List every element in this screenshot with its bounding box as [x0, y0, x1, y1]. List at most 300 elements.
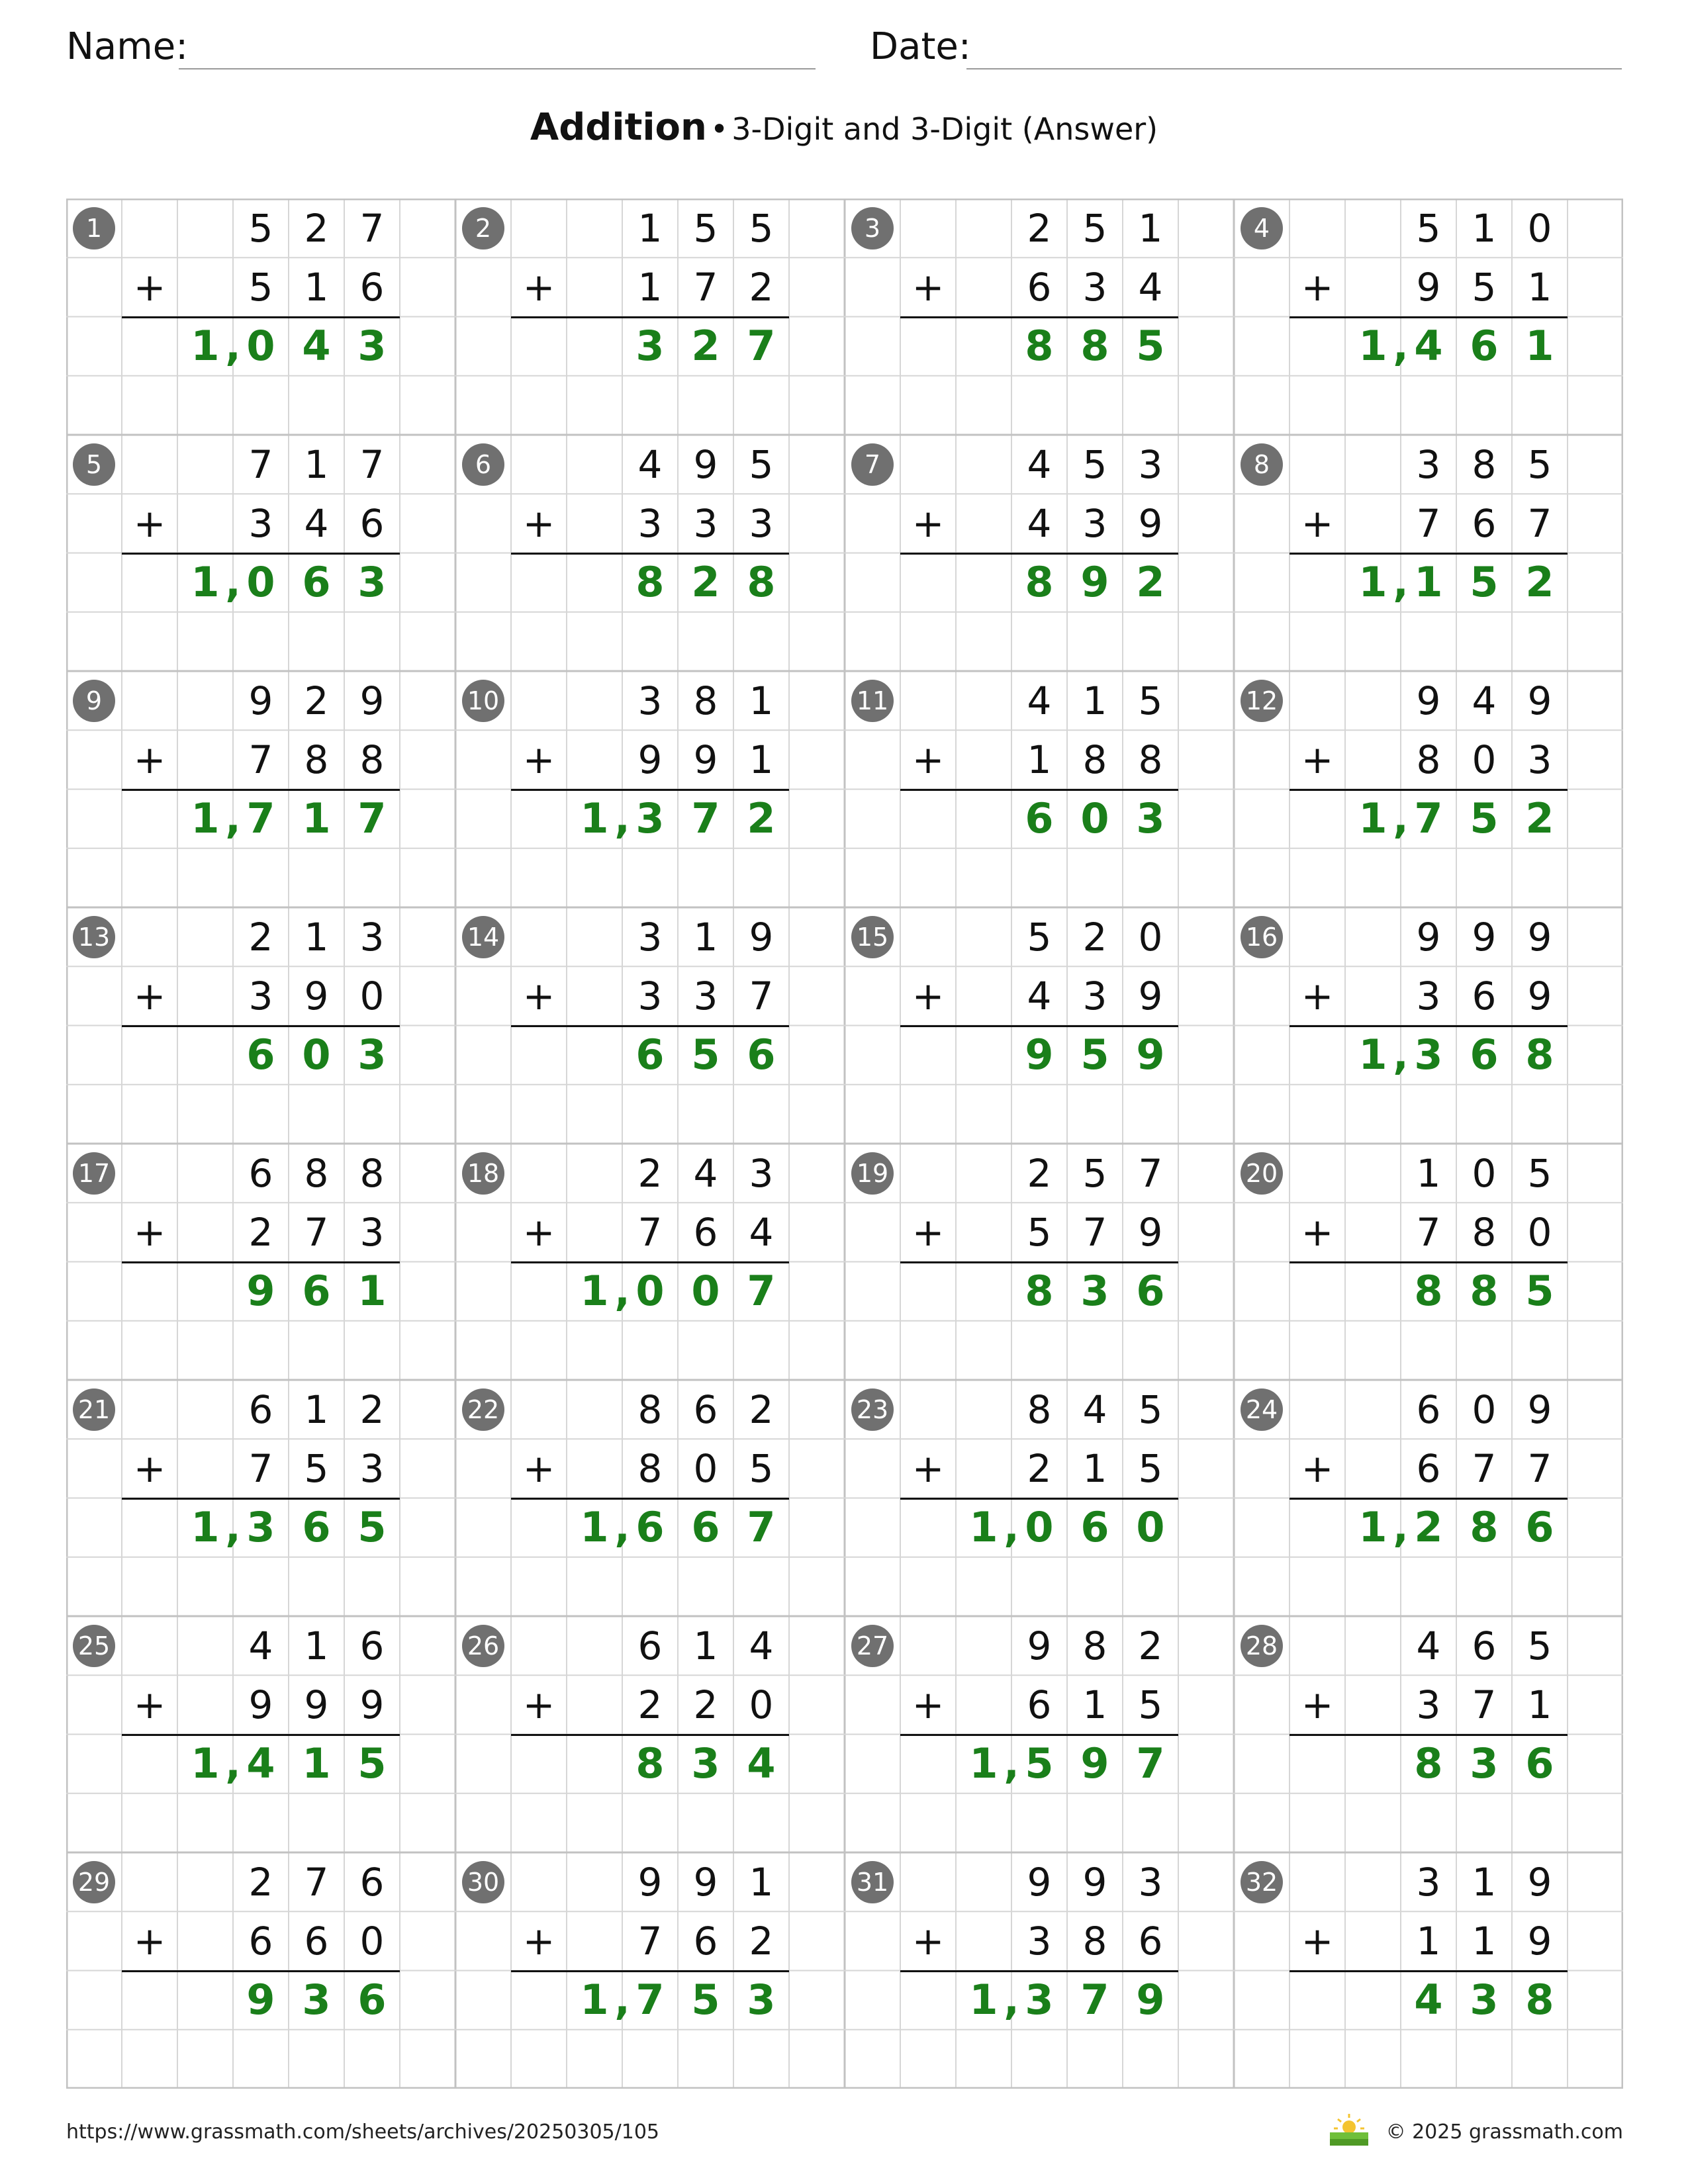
addend-bottom-digit: 7: [1527, 1445, 1552, 1491]
addend-bottom-digit: 9: [359, 1682, 385, 1727]
answer-digit: 3: [357, 558, 387, 607]
addend-top-digit: 4: [1027, 441, 1052, 487]
answer-digit: 1: [302, 794, 331, 843]
addend-bottom-digit: 2: [693, 1682, 718, 1727]
answer-digit: 8: [1025, 1267, 1054, 1316]
addend-bottom-digit: 7: [1082, 1209, 1107, 1255]
addend-bottom-digit: 0: [359, 1918, 385, 1964]
answer-digit: 5: [357, 1739, 387, 1788]
answer-digit: 2: [1136, 558, 1165, 607]
sum-rule-line: [511, 316, 789, 318]
addend-bottom-digit: 0: [1472, 737, 1497, 782]
addend-bottom-digit: 6: [359, 500, 385, 546]
addend-top-digit: 2: [359, 1387, 385, 1432]
answer-digit: 6: [1525, 1503, 1554, 1552]
problem-number-badge: 22: [462, 1388, 504, 1431]
sum-rule-line: [1289, 316, 1568, 318]
plus-sign: +: [522, 1445, 555, 1491]
answer-digit: 8: [747, 558, 776, 607]
problem-number-badge: 6: [462, 443, 504, 486]
addend-top-digit: 9: [1527, 1859, 1552, 1905]
addend-top-digit: 5: [693, 205, 718, 251]
addend-bottom-digit: 3: [637, 973, 663, 1019]
addend-top-digit: 8: [637, 1387, 663, 1432]
sum-rule-line: [122, 1498, 400, 1500]
addend-top-digit: 5: [1416, 205, 1441, 251]
answer-digit: 7: [1080, 1976, 1109, 2025]
problem-number-badge: 18: [462, 1152, 504, 1195]
addend-bottom-digit: 3: [248, 500, 273, 546]
addend-top-digit: 9: [1527, 1387, 1552, 1432]
answer-digit: 0: [1080, 794, 1109, 843]
addend-bottom-digit: 0: [749, 1682, 774, 1727]
answer-digit: 6: [357, 1976, 387, 2025]
answer-digit: 8: [635, 1739, 665, 1788]
addend-bottom-digit: 3: [1082, 973, 1107, 1019]
addend-top-digit: 5: [1082, 441, 1107, 487]
plus-sign: +: [133, 973, 166, 1019]
title-bullet: •: [710, 111, 729, 147]
addend-top-digit: 7: [359, 441, 385, 487]
answer-digit: 3: [1136, 794, 1165, 843]
answer-digit: 9: [1136, 1030, 1165, 1079]
sum-rule-line: [1289, 1261, 1568, 1263]
addend-bottom-digit: 3: [1416, 973, 1441, 1019]
problem-number-badge: 29: [73, 1861, 115, 1903]
addend-bottom-digit: 2: [637, 1682, 663, 1727]
answer-thousands-comma: ,: [614, 1976, 630, 2025]
name-label: Name:: [66, 25, 189, 68]
sum-rule-line: [1289, 1734, 1568, 1736]
addend-bottom-digit: 1: [1527, 264, 1552, 310]
addend-bottom-digit: 1: [1027, 737, 1052, 782]
plus-sign: +: [522, 500, 555, 546]
plus-sign: +: [1301, 1682, 1334, 1727]
answer-digit: 3: [1080, 1267, 1109, 1316]
addend-top-digit: 9: [359, 678, 385, 723]
answer-digit: 3: [357, 322, 387, 371]
sum-rule-line: [511, 1498, 789, 1500]
date-label: Date:: [870, 25, 971, 68]
addend-bottom-digit: 5: [1138, 1682, 1163, 1727]
addend-bottom-digit: 7: [637, 1209, 663, 1255]
addend-top-digit: 1: [304, 441, 329, 487]
problem-number-badge: 3: [851, 207, 894, 250]
addend-top-digit: 6: [693, 1387, 718, 1432]
addend-top-digit: 0: [1472, 1150, 1497, 1196]
answer-digit: 3: [635, 794, 665, 843]
plus-sign: +: [133, 1445, 166, 1491]
addend-bottom-digit: 9: [304, 973, 329, 1019]
addend-top-digit: 4: [1027, 678, 1052, 723]
answer-digit: 6: [1136, 1267, 1165, 1316]
addend-bottom-digit: 1: [637, 264, 663, 310]
addend-bottom-digit: 6: [1472, 500, 1497, 546]
answer-thousands-comma: ,: [1004, 1739, 1019, 1788]
answer-digit: 0: [1025, 1503, 1054, 1552]
plus-sign: +: [912, 500, 945, 546]
plus-sign: +: [133, 1918, 166, 1964]
grassmath-logo-icon: [1327, 2111, 1371, 2148]
answer-digit: 1: [1358, 794, 1387, 843]
addend-bottom-digit: 7: [1416, 1209, 1441, 1255]
addend-bottom-digit: 5: [1472, 264, 1497, 310]
problem-number-badge: 24: [1241, 1388, 1283, 1431]
answer-digit: 8: [1470, 1503, 1499, 1552]
addend-top-digit: 1: [304, 914, 329, 960]
addend-bottom-digit: 1: [1082, 1682, 1107, 1727]
sum-rule-line: [1289, 789, 1568, 791]
addend-bottom-digit: 3: [749, 500, 774, 546]
answer-thousands-comma: ,: [614, 794, 630, 843]
addend-bottom-digit: 5: [304, 1445, 329, 1491]
addend-bottom-digit: 3: [693, 500, 718, 546]
addend-bottom-digit: 0: [1527, 1209, 1552, 1255]
sum-rule-line: [122, 553, 400, 555]
answer-digit: 4: [1414, 1976, 1443, 2025]
answer-digit: 3: [691, 1739, 720, 1788]
answer-digit: 9: [1025, 1030, 1054, 1079]
answer-digit: 1: [191, 558, 220, 607]
sum-rule-line: [900, 1025, 1178, 1027]
addend-bottom-digit: 2: [1027, 1445, 1052, 1491]
problem-number-badge: 16: [1241, 916, 1283, 958]
sum-rule-line: [511, 553, 789, 555]
answer-digit: 1: [357, 1267, 387, 1316]
addend-top-digit: 2: [248, 914, 273, 960]
problem-number-badge: 21: [73, 1388, 115, 1431]
addend-top-digit: 5: [1527, 441, 1552, 487]
answer-digit: 6: [302, 1267, 331, 1316]
addend-top-digit: 6: [248, 1150, 273, 1196]
footer-copyright: © 2025 grassmath.com: [1385, 2120, 1623, 2144]
addend-top-digit: 5: [1527, 1623, 1552, 1668]
addend-bottom-digit: 4: [304, 500, 329, 546]
addend-top-digit: 3: [1416, 441, 1441, 487]
addend-top-digit: 3: [1416, 1859, 1441, 1905]
answer-digit: 2: [691, 558, 720, 607]
addend-bottom-digit: 3: [1416, 1682, 1441, 1727]
problem-number-badge: 17: [73, 1152, 115, 1195]
addend-top-digit: 1: [749, 678, 774, 723]
addend-top-digit: 2: [1138, 1623, 1163, 1668]
problem-number-badge: 5: [73, 443, 115, 486]
problem-number-badge: 20: [1241, 1152, 1283, 1195]
addend-top-digit: 6: [637, 1623, 663, 1668]
sum-rule-line: [511, 1970, 789, 1972]
addend-bottom-digit: 4: [1138, 264, 1163, 310]
answer-digit: 8: [1470, 1267, 1499, 1316]
problem-number-badge: 27: [851, 1625, 894, 1667]
worksheet-title: [0, 106, 1688, 149]
addend-top-digit: 3: [1138, 441, 1163, 487]
answer-digit: 9: [1080, 558, 1109, 607]
problem-number-badge: 31: [851, 1861, 894, 1903]
problem-number-badge: 30: [462, 1861, 504, 1903]
addend-top-digit: 5: [749, 441, 774, 487]
answer-digit: 1: [969, 1503, 998, 1552]
plus-sign: +: [133, 1209, 166, 1255]
answer-digit: 4: [302, 322, 331, 371]
addend-bottom-digit: 1: [1527, 1682, 1552, 1727]
answer-digit: 3: [1025, 1976, 1054, 2025]
answer-digit: 6: [1025, 794, 1054, 843]
addend-top-digit: 3: [749, 1150, 774, 1196]
title-main: Addition: [530, 106, 707, 149]
addend-top-digit: 2: [304, 678, 329, 723]
addend-bottom-digit: 3: [637, 500, 663, 546]
addend-top-digit: 4: [1416, 1623, 1441, 1668]
answer-digit: 9: [1136, 1976, 1165, 2025]
sum-rule-line: [122, 1970, 400, 1972]
answer-digit: 2: [1414, 1503, 1443, 1552]
addend-top-digit: 2: [248, 1859, 273, 1905]
plus-sign: +: [522, 1209, 555, 1255]
sum-rule-line: [900, 1970, 1178, 1972]
addend-bottom-digit: 5: [1138, 1445, 1163, 1491]
addend-bottom-digit: 3: [1027, 1918, 1052, 1964]
addend-bottom-digit: 0: [693, 1445, 718, 1491]
answer-digit: 8: [1414, 1739, 1443, 1788]
addend-bottom-digit: 1: [1416, 1918, 1441, 1964]
addend-bottom-digit: 7: [1472, 1445, 1497, 1491]
answer-digit: 5: [1025, 1739, 1054, 1788]
answer-digit: 9: [246, 1976, 275, 2025]
addend-bottom-digit: 8: [1082, 1918, 1107, 1964]
addend-top-digit: 7: [248, 441, 273, 487]
answer-thousands-comma: ,: [1393, 1030, 1409, 1079]
answer-digit: 8: [1025, 322, 1054, 371]
addend-top-digit: 2: [1027, 205, 1052, 251]
problem-number-badge: 26: [462, 1625, 504, 1667]
answer-thousands-comma: ,: [1393, 322, 1409, 371]
answer-digit: 6: [635, 1030, 665, 1079]
answer-digit: 3: [1470, 1739, 1499, 1788]
answer-digit: 9: [1080, 1739, 1109, 1788]
answer-thousands-comma: ,: [1004, 1503, 1019, 1552]
addend-bottom-digit: 8: [1138, 737, 1163, 782]
answer-digit: 8: [1414, 1267, 1443, 1316]
problem-number-badge: 1: [73, 207, 115, 250]
answer-thousands-comma: ,: [1004, 1976, 1019, 2025]
addend-bottom-digit: 4: [749, 1209, 774, 1255]
name-line[interactable]: [179, 68, 816, 69]
addend-top-digit: 6: [359, 1623, 385, 1668]
addend-top-digit: 6: [1416, 1387, 1441, 1432]
addend-top-digit: 2: [637, 1150, 663, 1196]
plus-sign: +: [912, 1918, 945, 1964]
sum-rule-line: [1289, 1498, 1568, 1500]
addend-top-digit: 4: [1082, 1387, 1107, 1432]
answer-digit: 0: [1136, 1503, 1165, 1552]
addend-top-digit: 0: [1472, 1387, 1497, 1432]
addend-top-digit: 5: [1082, 205, 1107, 251]
addend-top-digit: 8: [359, 1150, 385, 1196]
addend-bottom-digit: 7: [1472, 1682, 1497, 1727]
footer-url: https://www.grassmath.com/sheets/archives/20250305/105: [66, 2120, 660, 2144]
addend-top-digit: 4: [749, 1623, 774, 1668]
sum-rule-line: [511, 1734, 789, 1736]
plus-sign: +: [522, 1682, 555, 1727]
addend-bottom-digit: 6: [693, 1918, 718, 1964]
addend-bottom-digit: 2: [749, 264, 774, 310]
addend-top-digit: 3: [359, 914, 385, 960]
answer-digit: 1: [191, 794, 220, 843]
plus-sign: +: [912, 264, 945, 310]
addend-bottom-digit: 9: [1138, 973, 1163, 1019]
addend-bottom-digit: 7: [749, 973, 774, 1019]
answer-digit: 6: [691, 1503, 720, 1552]
problem-number-badge: 7: [851, 443, 894, 486]
problem-number-badge: 2: [462, 207, 504, 250]
date-line[interactable]: [966, 68, 1622, 69]
title-subtitle: 3-Digit and 3-Digit (Answer): [731, 111, 1158, 147]
addend-bottom-digit: 7: [637, 1918, 663, 1964]
addend-bottom-digit: 3: [359, 1445, 385, 1491]
addend-top-digit: 9: [1027, 1623, 1052, 1668]
addend-top-digit: 5: [749, 205, 774, 251]
addend-bottom-digit: 9: [637, 737, 663, 782]
addend-bottom-digit: 4: [1027, 973, 1052, 1019]
sum-rule-line: [900, 1261, 1178, 1263]
sum-rule-line: [900, 789, 1178, 791]
addend-bottom-digit: 7: [304, 1209, 329, 1255]
plus-sign: +: [1301, 1445, 1334, 1491]
addend-top-digit: 9: [693, 441, 718, 487]
addend-top-digit: 4: [637, 441, 663, 487]
answer-digit: 7: [691, 794, 720, 843]
plus-sign: +: [133, 1682, 166, 1727]
answer-digit: 8: [1025, 558, 1054, 607]
plus-sign: +: [133, 737, 166, 782]
plus-sign: +: [912, 1445, 945, 1491]
problem-number-badge: 28: [1241, 1625, 1283, 1667]
problem-number-badge: 11: [851, 680, 894, 722]
addend-top-digit: 5: [1527, 1150, 1552, 1196]
addend-bottom-digit: 3: [359, 1209, 385, 1255]
addend-bottom-digit: 5: [1027, 1209, 1052, 1255]
addend-bottom-digit: 1: [749, 737, 774, 782]
answer-thousands-comma: ,: [225, 322, 241, 371]
addend-bottom-digit: 6: [1027, 264, 1052, 310]
sum-rule-line: [900, 1734, 1178, 1736]
addend-bottom-digit: 3: [248, 973, 273, 1019]
addend-bottom-digit: 8: [1082, 737, 1107, 782]
plus-sign: +: [1301, 973, 1334, 1019]
answer-digit: 1: [580, 1976, 609, 2025]
addend-top-digit: 1: [637, 205, 663, 251]
addend-bottom-digit: 9: [304, 1682, 329, 1727]
addend-bottom-digit: 9: [1138, 1209, 1163, 1255]
addend-top-digit: 3: [1138, 1859, 1163, 1905]
answer-digit: 5: [1470, 558, 1499, 607]
addend-top-digit: 4: [248, 1623, 273, 1668]
addend-top-digit: 8: [693, 678, 718, 723]
sum-rule-line: [1289, 553, 1568, 555]
addend-top-digit: 0: [1138, 914, 1163, 960]
answer-digit: 1: [969, 1976, 998, 2025]
addend-bottom-digit: 9: [1527, 1918, 1552, 1964]
sum-rule-line: [900, 553, 1178, 555]
answer-digit: 0: [246, 558, 275, 607]
problem-number-badge: 12: [1241, 680, 1283, 722]
plus-sign: +: [133, 500, 166, 546]
problem-number-badge: 23: [851, 1388, 894, 1431]
answer-digit: 6: [302, 558, 331, 607]
answer-digit: 6: [1080, 1503, 1109, 1552]
answer-digit: 3: [1470, 1976, 1499, 2025]
answer-thousands-comma: ,: [614, 1503, 630, 1552]
answer-digit: 0: [635, 1267, 665, 1316]
problem-number-badge: 8: [1241, 443, 1283, 486]
problem-number-badge: 10: [462, 680, 504, 722]
answer-digit: 5: [1525, 1267, 1554, 1316]
answer-digit: 6: [747, 1030, 776, 1079]
answer-digit: 1: [969, 1739, 998, 1788]
plus-sign: +: [1301, 1918, 1334, 1964]
addend-top-digit: 1: [1472, 205, 1497, 251]
addend-bottom-digit: 6: [248, 1918, 273, 1964]
plus-sign: +: [522, 973, 555, 1019]
answer-digit: 1: [1414, 558, 1443, 607]
answer-thousands-comma: ,: [225, 1739, 241, 1788]
answer-digit: 7: [246, 794, 275, 843]
addend-top-digit: 8: [1472, 441, 1497, 487]
addend-top-digit: 9: [1472, 914, 1497, 960]
addend-bottom-digit: 9: [1527, 973, 1552, 1019]
addend-bottom-digit: 8: [359, 737, 385, 782]
addend-top-digit: 9: [749, 914, 774, 960]
addend-top-digit: 8: [304, 1150, 329, 1196]
sum-rule-line: [900, 1498, 1178, 1500]
answer-digit: 4: [747, 1739, 776, 1788]
addend-bottom-digit: 7: [693, 264, 718, 310]
addend-bottom-digit: 7: [248, 737, 273, 782]
addend-top-digit: 9: [637, 1859, 663, 1905]
answer-digit: 3: [357, 1030, 387, 1079]
answer-digit: 8: [1080, 322, 1109, 371]
addend-bottom-digit: 6: [304, 1918, 329, 1964]
sum-rule-line: [1289, 1025, 1568, 1027]
addend-bottom-digit: 8: [304, 737, 329, 782]
addend-top-digit: 9: [1027, 1859, 1052, 1905]
answer-digit: 6: [1525, 1739, 1554, 1788]
plus-sign: +: [1301, 500, 1334, 546]
addend-bottom-digit: 7: [1416, 500, 1441, 546]
addend-bottom-digit: 9: [1416, 264, 1441, 310]
answer-digit: 8: [635, 558, 665, 607]
answer-thousands-comma: ,: [1393, 1503, 1409, 1552]
plus-sign: +: [1301, 264, 1334, 310]
addend-top-digit: 9: [1416, 678, 1441, 723]
answer-digit: 1: [1358, 1503, 1387, 1552]
addend-top-digit: 4: [693, 1150, 718, 1196]
plus-sign: +: [522, 264, 555, 310]
answer-digit: 5: [1080, 1030, 1109, 1079]
addend-bottom-digit: 8: [637, 1445, 663, 1491]
answer-digit: 3: [747, 1976, 776, 2025]
sum-rule-line: [511, 789, 789, 791]
problem-number-badge: 4: [1241, 207, 1283, 250]
answer-digit: 6: [1470, 1030, 1499, 1079]
addend-top-digit: 1: [749, 1859, 774, 1905]
addend-top-digit: 2: [304, 205, 329, 251]
addend-top-digit: 1: [1416, 1150, 1441, 1196]
answer-digit: 1: [191, 322, 220, 371]
addend-top-digit: 1: [304, 1623, 329, 1668]
answer-digit: 1: [302, 1739, 331, 1788]
answer-digit: 6: [302, 1503, 331, 1552]
